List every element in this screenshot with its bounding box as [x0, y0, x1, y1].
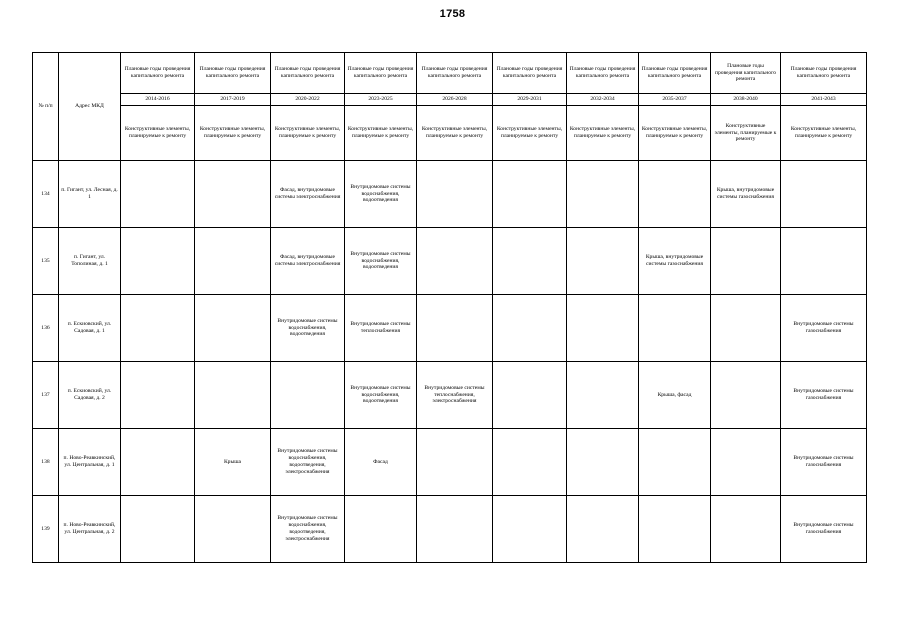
table-row [33, 362, 867, 429]
row-number: 136 [33, 295, 59, 362]
period-years: 2023-2025 [345, 94, 417, 106]
repair-cell: Внутридомовые системы газоснабжения [781, 496, 867, 563]
repair-cell [493, 496, 567, 563]
repair-cell [121, 295, 195, 362]
row-address: п. Ново-Реавкинский, ул. Центральная, д. 2 [59, 496, 121, 563]
repair-cell [639, 295, 711, 362]
repair-cell: Фасад [345, 429, 417, 496]
repair-cell [567, 496, 639, 563]
row-number: 137 [33, 362, 59, 429]
elements-header: Конструктивные элементы, планируемые к ремонту [121, 106, 195, 161]
period-title: Плановые годы проведения капитального ремонта [567, 53, 639, 94]
repair-cell [271, 362, 345, 429]
repair-cell [711, 496, 781, 563]
repair-cell: Крыша, внутридомовые системы газоснабжения [711, 161, 781, 228]
repair-cell [711, 429, 781, 496]
table-row [33, 161, 867, 228]
repair-cell [567, 161, 639, 228]
repair-cell [345, 496, 417, 563]
repair-cell [781, 161, 867, 228]
period-years: 2032-2034 [567, 94, 639, 106]
repair-cell [121, 161, 195, 228]
period-years: 2014-2016 [121, 94, 195, 106]
repair-cell [567, 362, 639, 429]
elements-header: Конструктивные элементы, планируемые к ремонту [345, 106, 417, 161]
repair-cell: Внутридомовые системы теплоснабжения, электроснабжения [417, 362, 493, 429]
repair-cell: Внутридомовые системы теплоснабжения [345, 295, 417, 362]
repair-cell [121, 362, 195, 429]
repair-cell [493, 295, 567, 362]
repair-cell [195, 362, 271, 429]
page-number: 1758 [439, 8, 466, 20]
repair-cell [195, 228, 271, 295]
repair-cell [121, 496, 195, 563]
repair-cell: Внутридомовые системы водоснабжения, водоотведения [345, 228, 417, 295]
row-address: п. Гигант, ул. Тополиная, д. 1 [59, 228, 121, 295]
elements-header: Конструктивные элементы, планируемые к ремонту [195, 106, 271, 161]
repair-cell [781, 228, 867, 295]
repair-cell: Внутридомовые системы газоснабжения [781, 295, 867, 362]
repair-cell [493, 161, 567, 228]
repair-cell: Внутридомовые системы водоснабжения, водоотведения [345, 362, 417, 429]
elements-header: Конструктивные элементы, планируемые к ремонту [271, 106, 345, 161]
repair-cell: Внутридомовые системы водоснабжения, водоотведения [271, 295, 345, 362]
repair-cell [639, 429, 711, 496]
elements-header: Конструктивные элементы, планируемые к ремонту [711, 106, 781, 161]
repair-cell: Внутридомовые системы газоснабжения [781, 429, 867, 496]
period-title: Плановые годы проведения капитального ремонта [781, 53, 867, 94]
repair-cell [417, 429, 493, 496]
row-address: п. Гигант, ул. Лесная, д. 1 [59, 161, 121, 228]
repair-cell [121, 228, 195, 295]
table-row [33, 228, 867, 295]
period-title: Плановые годы проведения капитального ремонта [121, 53, 195, 94]
row-number: 135 [33, 228, 59, 295]
row-address: п. Ескиовский, ул. Садовая, д. 2 [59, 362, 121, 429]
repair-cell [639, 496, 711, 563]
period-title: Плановые годы проведения капитального ремонта [417, 53, 493, 94]
repair-cell [417, 295, 493, 362]
header-row-elements [33, 106, 867, 161]
repair-cell: Внутридомовые системы водоснабжения, водоотведения, электроснабжения [271, 496, 345, 563]
repair-cell [195, 161, 271, 228]
row-number: 139 [33, 496, 59, 563]
period-years: 2029-2031 [493, 94, 567, 106]
repair-cell [639, 161, 711, 228]
row-address: п. Ескиовский, ул. Садовая, д. 1 [59, 295, 121, 362]
repair-cell [493, 362, 567, 429]
repair-cell [493, 429, 567, 496]
row-address: п. Ново-Реавкинский, ул. Центральная, д. 1 [59, 429, 121, 496]
elements-header: Конструктивные элементы, планируемые к ремонту [567, 106, 639, 161]
repair-cell [417, 161, 493, 228]
repair-cell [417, 228, 493, 295]
table-row [33, 496, 867, 563]
period-title: Плановые годы проведения капитального ремонта [493, 53, 567, 94]
repair-cell: Крыша [195, 429, 271, 496]
repair-cell: Крыша, внутридомовые системы газоснабжения [639, 228, 711, 295]
period-years: 2020-2022 [271, 94, 345, 106]
row-number: 138 [33, 429, 59, 496]
repair-cell: Внутридомовые системы водоснабжения, водоотведения [345, 161, 417, 228]
repair-cell: Внутридомовые системы газоснабжения [781, 362, 867, 429]
num-column-header: № п/п [33, 53, 59, 161]
elements-header: Конструктивные элементы, планируемые к ремонту [417, 106, 493, 161]
repair-cell: Фасад, внутридомовые системы электроснабжения [271, 161, 345, 228]
period-years: 2026-2028 [417, 94, 493, 106]
period-years: 2041-2043 [781, 94, 867, 106]
repair-cell: Внутридомовые системы водоснабжения, водоотведения, электроснабжения [271, 429, 345, 496]
repair-cell [195, 496, 271, 563]
repair-cell: Крыша, фасад [639, 362, 711, 429]
repair-cell [121, 429, 195, 496]
period-years: 2038-2040 [711, 94, 781, 106]
repair-cell [567, 295, 639, 362]
repair-cell [711, 228, 781, 295]
repair-cell [417, 496, 493, 563]
period-title: Плановые годы проведения капитального ремонта [711, 53, 781, 94]
address-column-header: Адрес МКД [59, 53, 121, 161]
header-row-titles [33, 53, 867, 94]
elements-header: Конструктивные элементы, планируемые к ремонту [493, 106, 567, 161]
period-years: 2035-2037 [639, 94, 711, 106]
period-title: Плановые годы проведения капитального ремонта [345, 53, 417, 94]
repair-cell [567, 228, 639, 295]
period-title: Плановые годы проведения капитального ремонта [639, 53, 711, 94]
elements-header: Конструктивные элементы, планируемые к ремонту [781, 106, 867, 161]
repair-cell [493, 228, 567, 295]
row-number: 134 [33, 161, 59, 228]
header-row-years [33, 94, 867, 106]
repair-cell [567, 429, 639, 496]
period-years: 2017-2019 [195, 94, 271, 106]
capital-repair-table [32, 52, 867, 563]
period-title: Плановые годы проведения капитального ремонта [195, 53, 271, 94]
period-title: Плановые годы проведения капитального ремонта [271, 53, 345, 94]
repair-cell [711, 295, 781, 362]
table-row [33, 429, 867, 496]
table-row [33, 295, 867, 362]
repair-cell: Фасад, внутридомовые системы электроснабжения [271, 228, 345, 295]
repair-cell [711, 362, 781, 429]
repair-cell [195, 295, 271, 362]
elements-header: Конструктивные элементы, планируемые к ремонту [639, 106, 711, 161]
